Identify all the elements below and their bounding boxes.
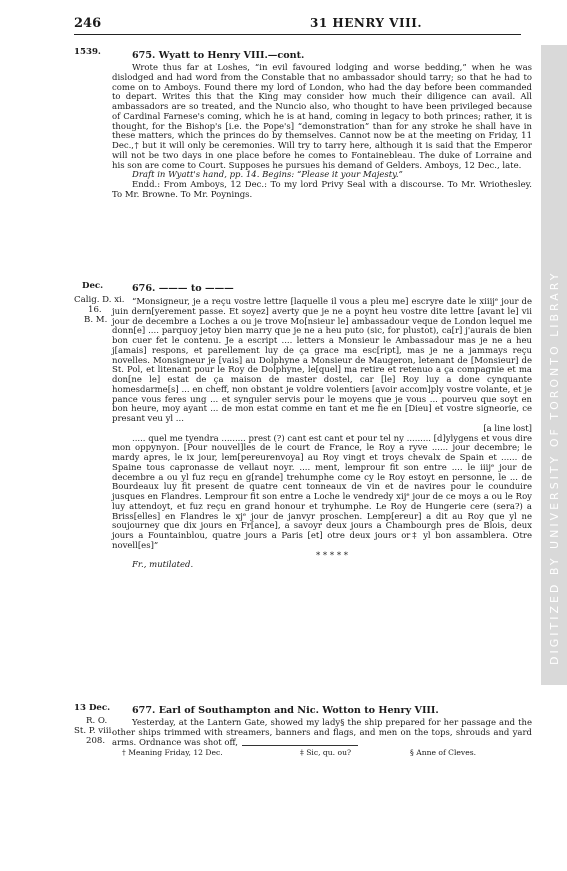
footnote-2: ‡ Sic, qu. ou? bbox=[300, 748, 352, 757]
entry-676-body bbox=[112, 298, 532, 571]
entry-677-body bbox=[112, 719, 532, 748]
entry-676-text: “Monsigneur, je a reçu vostre lettre [laquelle il vous a pleu me] escryre date le xiiijᵉ jour de juin dern[yerement passe. Et soyez] averty que je ne a poynt heu vostre dite lettre [avant le] vii jour de decembre a Loches a ou je trove Mo[nsieur le] ambassadour veque de London lequel me donn[e] .... parquoy jetoy bien marry que je ne a heu puto (sic, for plustot), ca[r] j'aurais de bien bon cuer fet le contenu. Je a escript .... letters a Monsieur le Ambassadour mas je ne a heu j[amais] respons, et parellement luy de ça grace ma esc[ript], mas je ne a jammays reçu novelles. Monsigneur je [vais] au Dolphyne a Monsieur de Maugeron, letenant de [Monsieur] de St. Pol, et litenant pour le Roy de Dolphyne, le[quel] ma retire et retenuo a ça compagnie et ma don[ne le] estat de ça maison de master dostel, car [le] Roy luy a done cynquante homesdarme[s] ... en cheff, non obstant je voldre volentiers [avoir accom]ply vostre volante, et je pance vous feres ung ... et synguler servis pour le moyens que je vous ... pourveu que soyt en bon heure, moy ayant ... de mon estat comme en tant et me fie en [Dieu] et vostre signeorie, ce presant veu yl ... bbox=[112, 297, 532, 424]
margin-ref-677-c: 208. bbox=[86, 736, 106, 746]
margin-ref-676-b: 16. bbox=[88, 305, 102, 315]
entry-675-endorsement: Endd.: From Amboys, 12 Dec.: To my lord Privy Seal with a discourse. To Mr. Wriothesley. To Mr. Browne. To Mr. Poynings. bbox=[112, 180, 532, 200]
entry-675-text: Wrote thus far at Loshes, “in evil favoured lodging and worse bedding,” when he was dislodged and had word from the Constable that no ambassador should tarry; so that he had to come on to Amboys. Found there my lord of London, who had the day before been commanded to depart. Writes this that the King may consider how much their diligence can avail. All ambassadors are so treated, and the Nuncio also, who thought to have been privileged because of Cardinal Farnese's coming, which he is at hand, coming in legacy to both princes; rather, it is thought, for the Bishop's [i.e. the Pope's] “demonstration” than for any stroke he shall have in these matters, which the princes do by themselves. Cannot now be at the meeting on Friday, 11 Dec.,† but it will only be ceremonies. Will try to tarry here, although it is said that the Emperor will not be two days in one place before he comes to Fontainebleau. The duke of Lorraine and his son are come to Court. Supposes he pursues his demand of Gelders. Amboys, 12 Dec., late. bbox=[112, 63, 532, 171]
entry-675-body bbox=[112, 64, 532, 201]
watermark-text: DIGITIZED BY UNIVERSITY OF TORONTO LIBRARY bbox=[548, 270, 561, 665]
margin-ref-676-a: Calig. D. xi. bbox=[74, 295, 125, 305]
margin-ref-677-a: R. O. bbox=[86, 716, 108, 726]
margin-date-676: Dec. bbox=[82, 281, 104, 291]
margin-ref-676-c: B. M. bbox=[84, 315, 108, 325]
entry-676-lacuna: [a line lost] bbox=[483, 423, 532, 434]
entry-677-heading: 677. Earl of Southampton and Nic. Wotton to Henry VIII. bbox=[132, 705, 439, 716]
entry-675-draft: Draft in Wyatt's hand, pp. 14. Begins: “Please it your Majesty.” bbox=[132, 170, 403, 181]
library-watermark bbox=[529, 45, 567, 685]
page-number: 246 bbox=[74, 16, 102, 31]
entry-675-heading: 675. Wyatt to Henry VIII.—cont. bbox=[132, 50, 305, 61]
entry-677-text: Yesterday, at the Lantern Gate, showed my lady§ the ship prepared for her passage and the other ships trimmed with streamers, banners and flags, and men on the tops, shrouds and yard arms. Ordnance was shot off, bbox=[112, 718, 532, 748]
entry-676-heading: 676. ——— to ——— bbox=[132, 283, 234, 294]
header-rule bbox=[74, 34, 521, 35]
footnote-1: † Meaning Friday, 12 Dec. bbox=[122, 748, 223, 757]
entry-676-asterisks: * * * * * bbox=[315, 550, 349, 561]
margin-year: 1539. bbox=[74, 47, 101, 57]
margin-ref-677-b: St. P. viii. bbox=[74, 726, 115, 736]
entry-676-text-2: ..... quel me tyendra ......... prest (?) cant est cant et pour tel ny ......... [d]ylygens et vous dire mon oppynyon. [Pour nouvel]les de le court de France, le Roy a ryve ...... jour decembre; le mardy apres, le ix jour, lem[pereurenvoya] au Roy vingt et troys chevalx de Spain et ...... de Spaine tous capronasse de vellaut noyr. .... ment, lemprour fit son entre .... le iiijᵉ jour de decembre a ou yl fuz reçu en g[rande] trehumphe come cy le Roy estoyt en personne, le ... de Bourdeaux luy fit present de quatre cent tonneaux de vin et de navires pour le counduire jusques en Flandres. Lemprour fit son entre a Loche le vendredy xijᵉ jour de ce moys a ou le Roy luy attendoyt, et fuz reçu en grand honour et tryhumphe. Le Roy de Hungerie cere (sera?) a Briss[elles] en Flandres le xjᵉ jour de janvyr proschen. Lemp[ereur] a dit au Roy que yl ne soujourney que dix jours en Fr[ance], a savoyr deux jours a Chambourgh pres de Blois, deux jours a Fountainblou, quatre jours a Paris [et] otre deux jours or‡ yl bon assamblera. Otre novell[es]” bbox=[112, 433, 532, 551]
footnote-rule bbox=[242, 745, 358, 746]
entry-676-note: Fr., mutilated. bbox=[132, 560, 194, 571]
footnote-3: § Anne of Cleves. bbox=[410, 748, 477, 757]
running-title: 31 HENRY VIII. bbox=[310, 16, 423, 30]
margin-date-677: 13 Dec. bbox=[74, 703, 111, 713]
